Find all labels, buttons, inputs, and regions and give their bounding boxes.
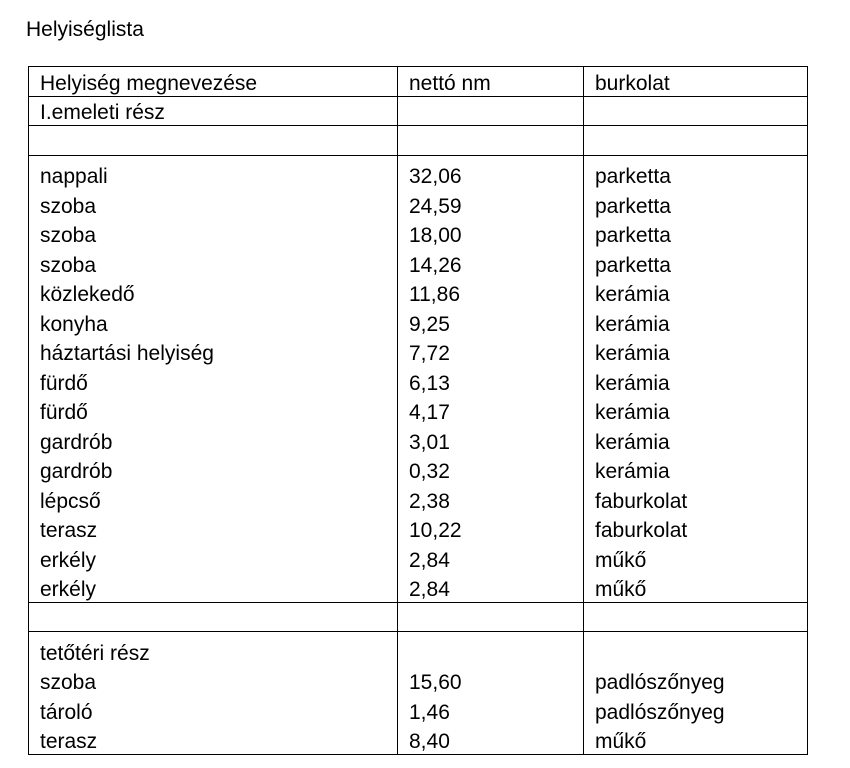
net-area: 7,72 [398, 337, 584, 367]
table-row [29, 666, 808, 696]
flooring: faburkolat [584, 514, 808, 544]
empty-cell [398, 126, 584, 156]
room-name: gardrób [29, 455, 398, 485]
flooring: kerámia [584, 307, 808, 337]
section-heading: I.emeleti rész [29, 96, 398, 126]
table-row [29, 248, 808, 278]
empty-cell [584, 602, 808, 632]
flooring: parketta [584, 189, 808, 219]
room-name: szoba [29, 219, 398, 249]
column-header-room-name: Helyiség megnevezése [29, 67, 398, 97]
flooring: parketta [584, 219, 808, 249]
flooring: műkő [584, 543, 808, 573]
room-name: lépcső [29, 484, 398, 514]
net-area: 9,25 [398, 307, 584, 337]
table-row [29, 155, 808, 189]
flooring: parketta [584, 248, 808, 278]
column-header-net-area: nettó nm [398, 67, 584, 97]
table-row [29, 307, 808, 337]
net-area: 8,40 [398, 725, 584, 755]
section-heading: tetőtéri rész [29, 632, 398, 666]
empty-cell [584, 96, 808, 126]
section-heading-row [29, 632, 808, 666]
section-heading-row [29, 96, 808, 126]
room-name: gardrób [29, 425, 398, 455]
room-name: fürdő [29, 366, 398, 396]
empty-cell [398, 602, 584, 632]
spacer-row [29, 126, 808, 156]
room-name: közlekedő [29, 278, 398, 308]
empty-cell [29, 602, 398, 632]
room-name: háztartási helyiség [29, 337, 398, 367]
net-area: 0,32 [398, 455, 584, 485]
table-row [29, 425, 808, 455]
net-area: 2,38 [398, 484, 584, 514]
table-row [29, 337, 808, 367]
spacer-row [29, 602, 808, 632]
room-name: erkély [29, 573, 398, 603]
room-name: fürdő [29, 396, 398, 426]
table-row [29, 189, 808, 219]
room-name: konyha [29, 307, 398, 337]
flooring: műkő [584, 725, 808, 755]
net-area: 3,01 [398, 425, 584, 455]
flooring: faburkolat [584, 484, 808, 514]
net-area: 2,84 [398, 573, 584, 603]
page-title: Helyiséglista [26, 18, 144, 41]
net-area: 6,13 [398, 366, 584, 396]
net-area: 11,86 [398, 278, 584, 308]
net-area: 1,46 [398, 695, 584, 725]
table-row [29, 455, 808, 485]
table-row [29, 695, 808, 725]
room-name: szoba [29, 666, 398, 696]
empty-cell [29, 126, 398, 156]
table-row [29, 396, 808, 426]
table-row [29, 366, 808, 396]
table-row [29, 278, 808, 308]
room-name: terasz [29, 725, 398, 755]
room-name: szoba [29, 248, 398, 278]
net-area: 18,00 [398, 219, 584, 249]
flooring: műkő [584, 573, 808, 603]
table-row [29, 219, 808, 249]
net-area: 15,60 [398, 666, 584, 696]
table-row [29, 514, 808, 544]
table-header-row [29, 67, 808, 97]
table-row [29, 725, 808, 755]
flooring: padlószőnyeg [584, 666, 808, 696]
table-row [29, 573, 808, 603]
room-name: nappali [29, 155, 398, 189]
room-name: terasz [29, 514, 398, 544]
net-area: 14,26 [398, 248, 584, 278]
empty-cell [584, 126, 808, 156]
net-area: 2,84 [398, 543, 584, 573]
room-list-table [28, 66, 808, 755]
empty-cell [398, 96, 584, 126]
column-header-flooring: burkolat [584, 67, 808, 97]
empty-cell [398, 632, 584, 666]
net-area: 4,17 [398, 396, 584, 426]
net-area: 24,59 [398, 189, 584, 219]
room-name: tároló [29, 695, 398, 725]
table-row [29, 543, 808, 573]
table-row [29, 484, 808, 514]
room-name: szoba [29, 189, 398, 219]
flooring: kerámia [584, 337, 808, 367]
net-area: 10,22 [398, 514, 584, 544]
flooring: kerámia [584, 425, 808, 455]
flooring: parketta [584, 155, 808, 189]
flooring: kerámia [584, 278, 808, 308]
room-name: erkély [29, 543, 398, 573]
flooring: kerámia [584, 396, 808, 426]
net-area: 32,06 [398, 155, 584, 189]
flooring: kerámia [584, 455, 808, 485]
flooring: padlószőnyeg [584, 695, 808, 725]
empty-cell [584, 632, 808, 666]
flooring: kerámia [584, 366, 808, 396]
